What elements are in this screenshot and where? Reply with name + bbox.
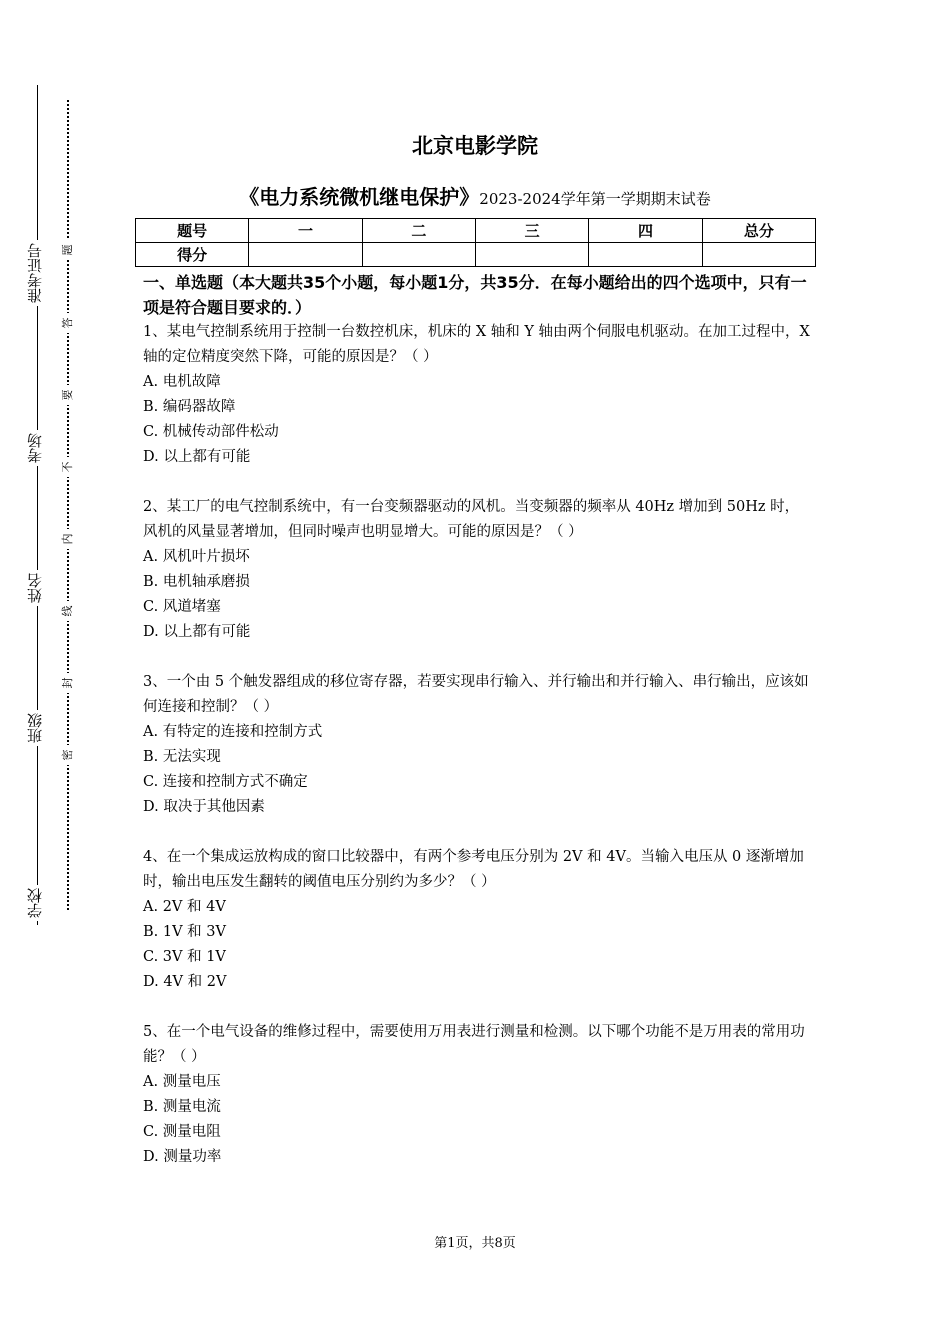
field-admission-number: 准考证号: [20, 240, 50, 306]
score-cell: 三: [475, 219, 588, 243]
seal-warning-char: 密: [61, 745, 75, 765]
field-name: 姓名: [20, 570, 50, 606]
score-cell: 一: [249, 219, 362, 243]
score-table-header-row: [136, 219, 816, 243]
score-entry-cell: [589, 243, 702, 267]
option: B. 编码器故障: [143, 399, 236, 415]
score-entry-cell: [702, 243, 815, 267]
option: A. 2V 和 4V: [143, 899, 226, 915]
option: D. 测量功率: [143, 1149, 222, 1165]
seal-warning-char: 封: [61, 673, 75, 693]
score-cell: 得分: [136, 243, 249, 267]
question: [143, 670, 811, 820]
question: [143, 320, 811, 470]
term-title: 2023-2024学年第一学期期末试卷: [479, 190, 711, 208]
option: C. 机械传动部件松动: [143, 424, 279, 440]
option: A. 有特定的连接和控制方式: [143, 724, 323, 740]
seal-warning-char: 内: [61, 529, 75, 549]
question-text: 2、某工厂的电气控制系统中，有一台变频器驱动的风机。当变频器的频率从 40Hz 增加到 50Hz 时，风机的风量显著增加，但同时噪声也明显增大。可能的原因是？（ ）: [143, 499, 800, 540]
field-school: 学校: [20, 885, 50, 921]
option: B. 1V 和 3V: [143, 924, 226, 940]
option: C. 测量电阻: [143, 1124, 221, 1140]
question-text: 3、一个由 5 个触发器组成的移位寄存器，若要实现串行输入、并行输出和并行输入、串行输出，应该如何连接和控制？（ ）: [143, 674, 809, 715]
section-heading: 一、单选题（本大题共35个小题，每小题1分，共35分．在每小题给出的四个选项中，只有一项是符合题目要求的．）: [143, 273, 807, 317]
score-table: [135, 218, 816, 267]
score-entry-cell: [475, 243, 588, 267]
seal-warning-char: 不: [61, 457, 75, 477]
field-class: 班级: [20, 710, 50, 746]
seal-warning-char: 线: [61, 601, 75, 621]
option: B. 测量电流: [143, 1099, 221, 1115]
field-exam-room: 考场: [20, 430, 50, 466]
option: A. 风机叶片损坏: [143, 549, 250, 565]
score-cell: 二: [362, 219, 475, 243]
option: D. 4V 和 2V: [143, 974, 227, 990]
question-text: 4、在一个集成运放构成的窗口比较器中，有两个参考电压分别为 2V 和 4V。当输入电压从 0 逐渐增加时，输出电压发生翻转的阈值电压分别约为多少？（ ）: [143, 849, 804, 890]
option: A. 测量电压: [143, 1074, 221, 1090]
question: [143, 845, 811, 995]
course-title: 《电力系统微机继电保护》: [239, 185, 480, 209]
question: [143, 1020, 811, 1170]
option: D. 取决于其他因素: [143, 799, 265, 815]
option: B. 无法实现: [143, 749, 221, 765]
option: D. 以上都有可能: [143, 449, 251, 465]
exam-title: [0, 181, 950, 210]
binding-solid-line: [37, 85, 38, 925]
exam-content: [143, 270, 811, 1195]
option: A. 电机故障: [143, 374, 221, 390]
seal-warning-char: 题: [61, 240, 75, 260]
question: [143, 495, 811, 645]
page-footer: 第1页，共8页: [434, 1236, 516, 1251]
score-table-score-row: [136, 243, 816, 267]
question-text: 1、某电气控制系统用于控制一台数控机床，机床的 X 轴和 Y 轴由两个伺服电机驱动。在加工过程中，X 轴的定位精度突然下降，可能的原因是？（ ）: [143, 324, 810, 365]
seal-warning-char: 要: [61, 385, 75, 405]
option: C. 风道堵塞: [143, 599, 221, 615]
score-cell: 四: [589, 219, 702, 243]
school-title: 北京电影学院: [412, 134, 538, 158]
score-entry-cell: [249, 243, 362, 267]
score-cell: 题号: [136, 219, 249, 243]
option: B. 电机轴承磨损: [143, 574, 250, 590]
score-cell: 总分: [702, 219, 815, 243]
question-text: 5、在一个电气设备的维修过程中，需要使用万用表进行测量和检测。以下哪个功能不是万用表的常用功能？（ ）: [143, 1024, 805, 1065]
option: C. 连接和控制方式不确定: [143, 774, 308, 790]
seal-dotted-line: [67, 100, 69, 910]
option: C. 3V 和 1V: [143, 949, 226, 965]
seal-warning-char: 答: [61, 313, 75, 333]
score-entry-cell: [362, 243, 475, 267]
option: D. 以上都有可能: [143, 624, 251, 640]
